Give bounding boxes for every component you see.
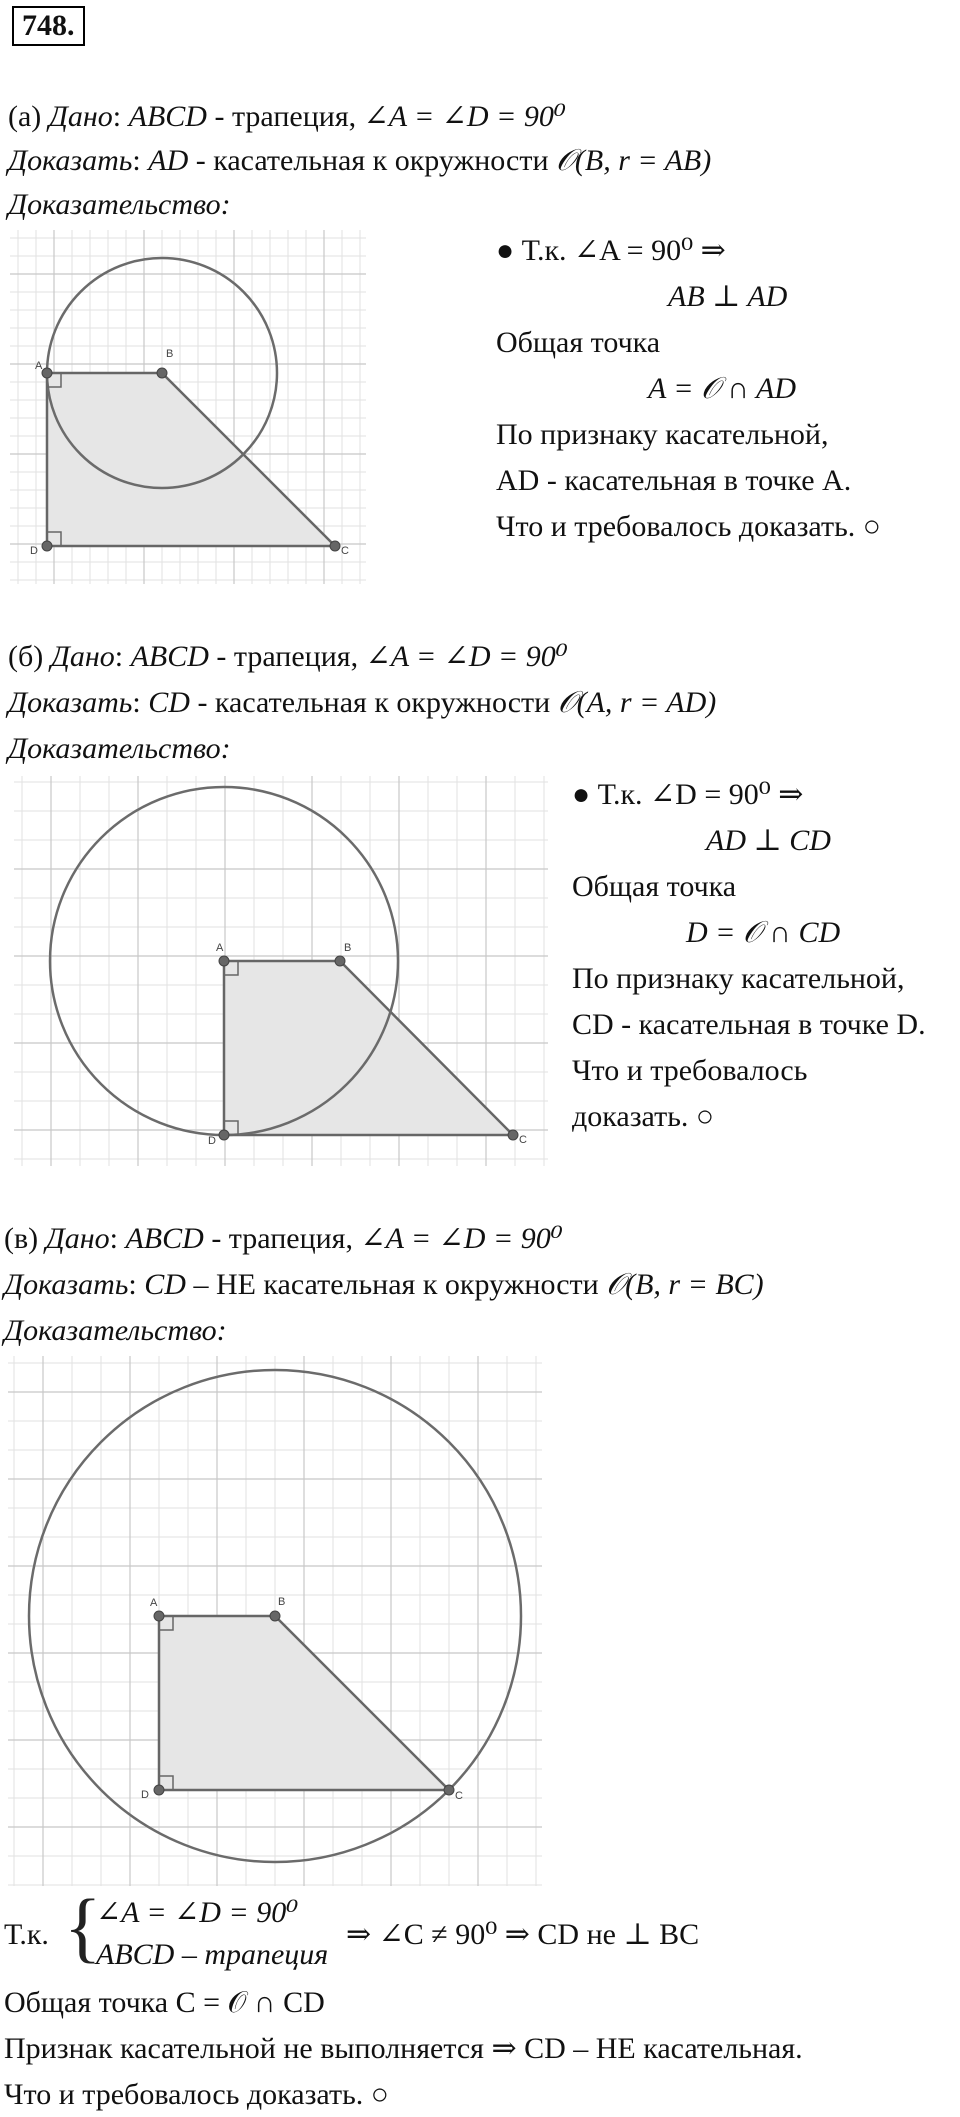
part-b-proof-line-3: Общая точка [572,870,737,903]
part-c-prove: Доказать: CD – НЕ касательная к окружности 𝒪(B, r = BC) [4,1268,764,1301]
part-a-proof-line-5: По признаку касательной, [496,418,829,451]
part-a-proof-line-7: Что и требовалось доказать. ○ [496,510,881,543]
label-c: C [455,1790,463,1802]
trapezoid-b [224,961,513,1135]
label-b: B [278,1596,286,1608]
part-c-system-line-1: ∠A = ∠D = 90⁰ [96,1896,299,1929]
part-c-system-line-2: ABCD – трапеция [96,1938,329,1971]
part-b-prove: Доказать: CD - касательная к окружности 𝒪(A, r = AD) [8,686,717,719]
part-a-prove: Доказать: AD - касательная к окружности 𝒪(B, r = AB) [8,144,712,177]
part-b-proof-line-4: D = 𝒪 ∩ CD [686,916,841,949]
part-a-proof-label: Доказательство: [8,188,231,221]
part-c-system-conclusion: ⇒ ∠C ≠ 90⁰ ⇒ CD не ⊥ BC [346,1918,700,1951]
label-a: A [216,942,224,954]
label-c: C [519,1134,527,1146]
figure-c [8,1356,542,1886]
label-d: D [30,545,38,557]
part-c-criterion: Признак касательной не выполняется ⇒ CD – НЕ касательная. [4,2032,803,2065]
part-b-proof-label: Доказательство: [8,732,231,765]
label-d: D [141,1789,149,1801]
trapezoid-a [47,373,335,546]
label-b: B [344,942,352,954]
part-b-given: (б) Дано: ABCD - трапеция, ∠A = ∠D = 90⁰ [8,640,568,673]
part-a-proof-line-2: AB ⊥ AD [668,280,788,313]
part-b-proof-line-7: Что и требовалось [572,1054,808,1087]
part-a-proof-line-3: Общая точка [496,326,661,359]
figure-a [10,230,366,584]
label-a: A [35,360,43,372]
label-a: A [150,1597,158,1609]
label-b: B [166,348,174,360]
part-c-given: (в) Дано: ABCD - трапеция, ∠A = ∠D = 90⁰ [4,1222,563,1255]
part-c-qed: Что и требовалось доказать. ○ [4,2078,389,2111]
part-b-proof-line-6: CD - касательная в точке D. [572,1008,926,1041]
part-c-system-prefix: Т.к. [4,1918,49,1951]
part-a-given: (а) Дано: ABCD - трапеция, ∠A = ∠D = 90⁰ [8,100,566,133]
part-a-proof-line-6: AD - касательная в точке A. [496,464,852,497]
label-d: D [208,1135,216,1147]
part-b-proof-line-2: AD ⊥ CD [706,824,831,857]
part-a-proof-line-1: ● Т.к. ∠A = 90⁰ ⇒ [496,234,726,267]
label-c: C [341,545,349,557]
system-brace: { [64,1883,102,1970]
part-c-proof-label: Доказательство: [4,1314,227,1347]
part-a-proof-line-4: A = 𝒪 ∩ AD [648,372,797,405]
part-b-proof-line-5: По признаку касательной, [572,962,905,995]
problem-number: 748. [12,6,85,46]
part-c-common-point: Общая точка C = 𝒪 ∩ CD [4,1986,325,2019]
figure-b [14,776,548,1166]
part-b-proof-line-1: ● Т.к. ∠D = 90⁰ ⇒ [572,778,804,811]
part-b-proof-line-8: доказать. ○ [572,1100,715,1133]
